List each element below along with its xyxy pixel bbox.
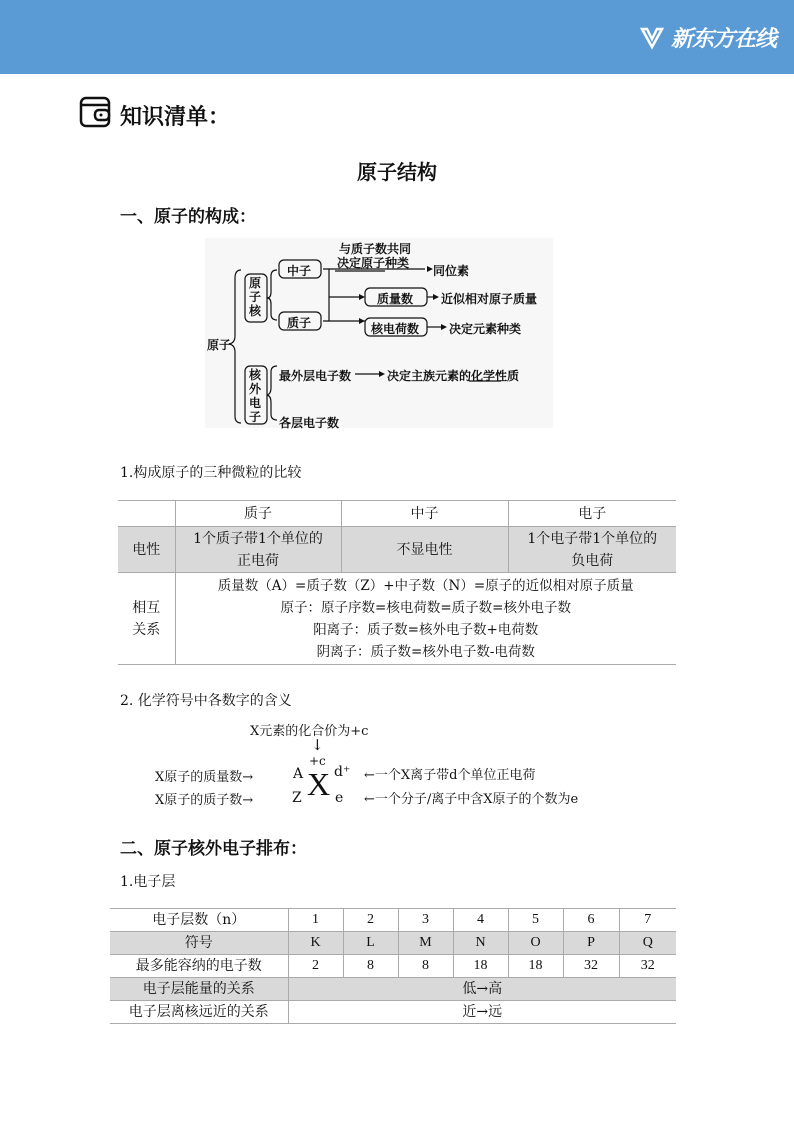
- particle-comparison-table: [118, 500, 676, 665]
- diagram-note-top-1: 与质子数共同: [339, 242, 412, 256]
- shell-energy-value: 低→高: [288, 978, 676, 1001]
- header-bar: [0, 0, 794, 74]
- relation-line: 阳离子：质子数=核外电子数+电荷数: [313, 621, 539, 638]
- symbol-X: X: [307, 766, 331, 802]
- relation-line: 质量数（A）=质子数（Z）+中子数（N）=原子的近似相对原子质量: [217, 577, 634, 594]
- symbol-e: e: [335, 790, 344, 806]
- notebook-icon: [78, 95, 112, 129]
- diagram-outer-electrons: 核外电子: [249, 368, 262, 424]
- shell-capacity-cell: 18: [453, 955, 508, 978]
- table1-header-blank: [118, 501, 175, 527]
- table1-proton-charge: [175, 527, 341, 573]
- symbol-plus-c: +c: [309, 754, 326, 768]
- brand: [639, 22, 776, 53]
- diagram-outermost-result: 决定主族元素的化学性质: [387, 369, 520, 383]
- symbol-d-plus: d⁺: [334, 764, 351, 780]
- diagram-nucleus: 原子核: [249, 276, 262, 318]
- down-arrow: ↓: [311, 736, 324, 754]
- table1-charge-label: 电性: [118, 527, 175, 573]
- table1-electron-charge: [508, 527, 676, 573]
- left-mass-label: X原子的质量数→: [155, 770, 254, 785]
- shell-capacity-cell: 32: [619, 955, 676, 978]
- shell-symbol-cell: O: [508, 932, 563, 955]
- diagram-atom: 原子: [207, 338, 232, 352]
- diagram-charge-result: 决定元素种类: [449, 322, 522, 336]
- valence-note: X元素的化合价为+c: [250, 724, 369, 739]
- doc-title: 原子结构: [357, 160, 437, 184]
- right-charge-label: ←一个X离子带d个单位正电荷: [364, 768, 536, 783]
- shell-capacity-label: 最多能容纳的电子数: [110, 955, 288, 978]
- table1-header-electron: 电子: [508, 501, 676, 527]
- table1-header-neutron: 中子: [341, 501, 508, 527]
- diagram-proton: 质子: [287, 316, 312, 330]
- relation-line: 原子：原子序数=核电荷数=质子数=核外电子数: [280, 599, 571, 616]
- shell-energy-label: 电子层能量的关系: [110, 978, 288, 1001]
- subheading-electron-shell: 1.电子层: [120, 874, 176, 890]
- relation-label-line2: 关系: [132, 621, 161, 638]
- table1-header-proton: 质子: [175, 501, 341, 527]
- table1-relation-content: [175, 573, 676, 665]
- section-title: 知识清单：: [120, 105, 231, 130]
- left-proton-label: X原子的质子数→: [155, 793, 254, 808]
- relation-line: 阴离子：质子数=核外电子数-电荷数: [316, 643, 535, 660]
- table1-relation-label: [118, 573, 175, 665]
- relation-label-line1: 相互: [132, 599, 161, 616]
- symbol-A: A: [293, 766, 304, 782]
- shell-capacity-cell: 8: [343, 955, 398, 978]
- shell-symbol-cell: Q: [619, 932, 676, 955]
- shell-capacity-cell: 32: [563, 955, 619, 978]
- shell-capacity-cell: 18: [508, 955, 563, 978]
- shell-symbol-cell: M: [398, 932, 453, 955]
- shell-symbol-cell: K: [288, 932, 343, 955]
- shell-symbol-cell: N: [453, 932, 508, 955]
- shell-distance-label: 电子层离核远近的关系: [110, 1001, 288, 1024]
- subheading-particle-comparison: 1.构成原子的三种微粒的比较: [120, 465, 302, 481]
- shell-symbol-cell: L: [343, 932, 398, 955]
- diagram-mass-result: 近似相对原子质量: [441, 292, 538, 306]
- right-count-label: ←一个分子/离子中含X原子的个数为e: [364, 792, 579, 807]
- shell-number-cell: 6: [563, 909, 619, 932]
- shell-number-cell: 5: [508, 909, 563, 932]
- diagram-nuclear-charge: 核电荷数: [371, 322, 420, 336]
- shell-capacity-cell: 8: [398, 955, 453, 978]
- subheading-symbol-meaning: 2. 化学符号中各数字的含义: [120, 693, 292, 709]
- shell-number-cell: 3: [398, 909, 453, 932]
- electron-charge-line2: 负电荷: [571, 552, 614, 569]
- heading-electron-arrangement: 二、原子核外电子排布：: [120, 839, 307, 859]
- brand-logo-icon: [639, 25, 665, 51]
- shell-symbol-label: 符号: [110, 932, 288, 955]
- shell-number-cell: 2: [343, 909, 398, 932]
- diagram-mass-number: 质量数: [377, 292, 414, 306]
- diagram-note-top-2: 决定原子种类: [337, 256, 410, 270]
- proton-charge-line2: 正电荷: [237, 552, 279, 569]
- shell-number-cell: 4: [453, 909, 508, 932]
- table1-neutron-charge: 不显电性: [341, 527, 508, 573]
- brand-name: 新东方在线: [670, 27, 776, 52]
- diagram-isotope: 同位素: [433, 264, 470, 278]
- diagram-each-layer: 各层电子数: [279, 416, 340, 430]
- atom-structure-diagram: [205, 238, 553, 428]
- diagram-outermost: 最外层电子数: [279, 369, 352, 383]
- shell-symbol-cell: P: [563, 932, 619, 955]
- shell-distance-value: 近→远: [288, 1001, 676, 1024]
- electron-charge-line1: 1个电子带1个单位的: [527, 530, 658, 547]
- shell-number-cell: 7: [619, 909, 676, 932]
- electron-shell-table: [110, 908, 676, 1024]
- shell-capacity-cell: 2: [288, 955, 343, 978]
- proton-charge-line1: 1个质子带1个单位的: [193, 530, 323, 547]
- shell-number-label: 电子层数（n）: [110, 909, 288, 932]
- heading-atom-composition: 一、原子的构成：: [120, 207, 256, 227]
- diagram-neutron: 中子: [287, 264, 312, 278]
- shell-number-cell: 1: [288, 909, 343, 932]
- symbol-Z: Z: [292, 790, 302, 806]
